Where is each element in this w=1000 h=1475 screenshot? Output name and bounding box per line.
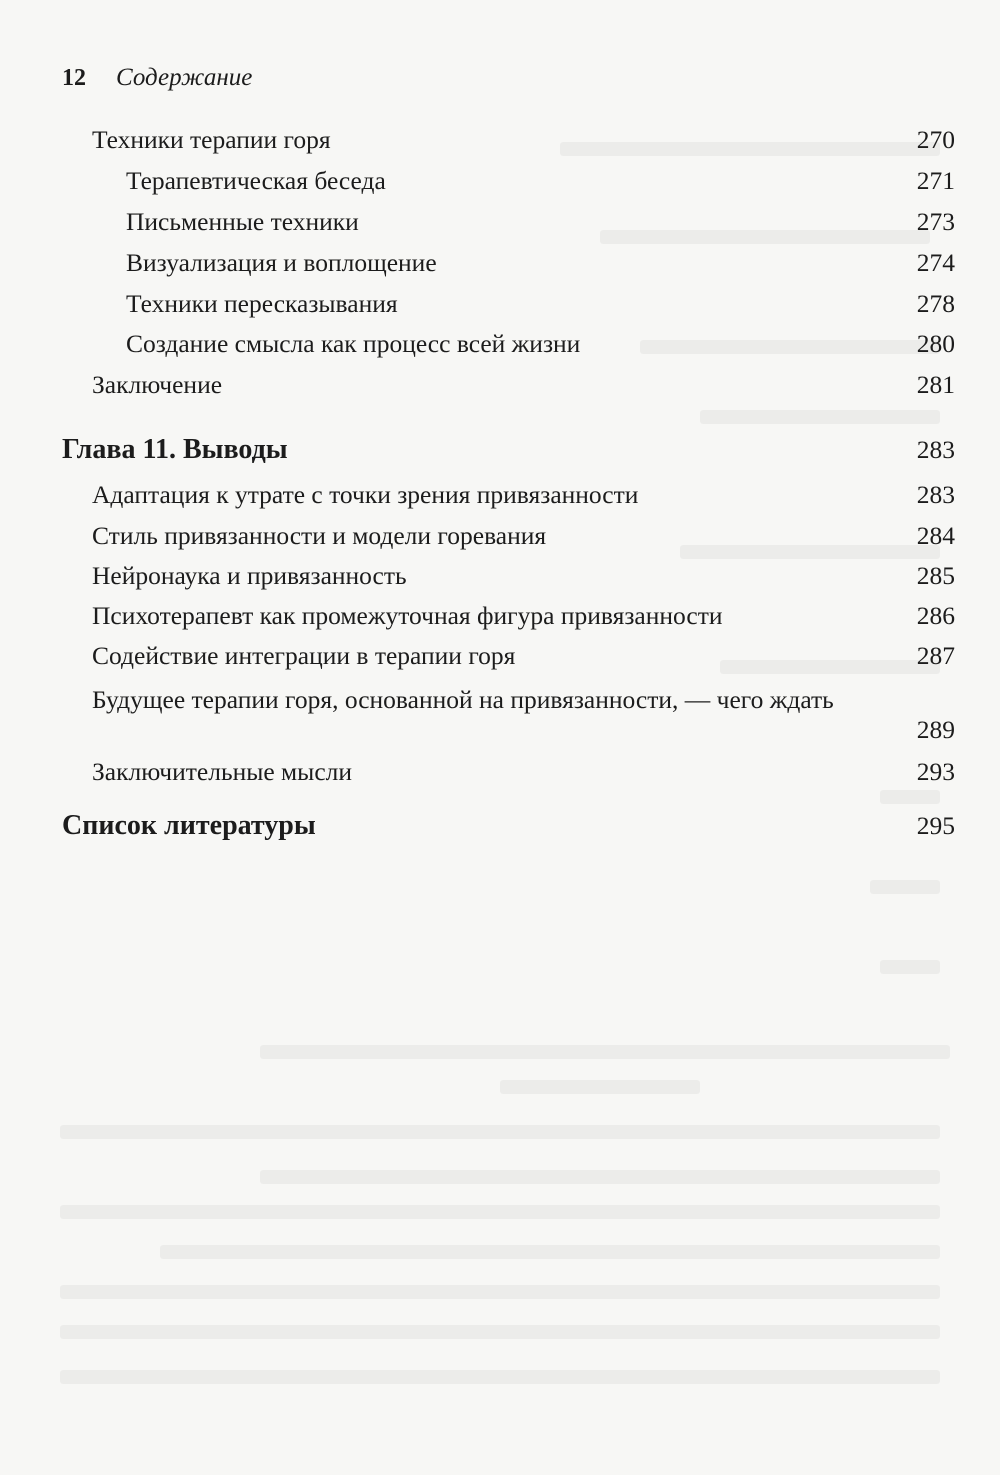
toc-entry-title: Терапевтическая беседа — [126, 166, 386, 195]
toc-entry — [62, 681, 955, 757]
toc-entry-page: 273 — [916, 207, 955, 236]
toc-entry-title: Техники пересказывания — [126, 289, 398, 318]
toc-entry-title: Создание смысла как процесс всей жизни — [126, 329, 581, 358]
toc-entry-page: 283 — [916, 480, 955, 509]
toc-entry-title: Визуализация и воплощение — [126, 248, 437, 277]
toc-chapter-title: Глава 11. Выводы — [62, 434, 288, 465]
toc-entry-page: 284 — [916, 521, 955, 550]
toc-entry-page: 271 — [916, 166, 955, 195]
toc-chapter-title: Список литературы — [62, 810, 316, 841]
toc-entry-page: 289 — [916, 715, 955, 744]
toc-entry-title: Будущее терапии горя, основанной на привязанности, — чего ждать — [92, 685, 834, 714]
toc-entry-page: 274 — [916, 248, 955, 277]
toc-entry-title: Нейронаука и привязанность — [92, 561, 407, 590]
table-of-contents — [62, 0, 955, 1475]
toc-entry-page: 281 — [916, 370, 955, 399]
toc-entry-title: Письменные техники — [126, 207, 359, 236]
toc-chapter-page: 283 — [916, 435, 955, 464]
toc-entry-title: Техники терапии горя — [92, 125, 331, 154]
toc-entry-title: Заключение — [92, 370, 223, 399]
toc-entry-page: 286 — [916, 601, 955, 630]
toc-entry-page: 278 — [916, 289, 955, 318]
header-title: Содержание — [116, 64, 253, 91]
toc-entry-title: Заключительные мысли — [92, 757, 353, 786]
toc-entry-title: Психотерапевт как промежуточная фигура привязанности — [92, 601, 723, 630]
toc-entry-page: 280 — [916, 329, 955, 358]
toc-entry-page: 293 — [916, 757, 955, 786]
toc-chapter-page: 295 — [916, 811, 955, 840]
toc-entry-page: 285 — [916, 561, 955, 590]
toc-entry-title: Стиль привязанности и модели горевания — [92, 521, 547, 550]
toc-entry-page: 270 — [916, 125, 955, 154]
toc-entry-page: 287 — [916, 641, 955, 670]
toc-entry-title: Содействие интеграции в терапии горя — [92, 641, 516, 670]
header-page-number: 12 — [62, 65, 86, 91]
toc-entry-title: Адаптация к утрате с точки зрения привязанности — [92, 480, 639, 509]
